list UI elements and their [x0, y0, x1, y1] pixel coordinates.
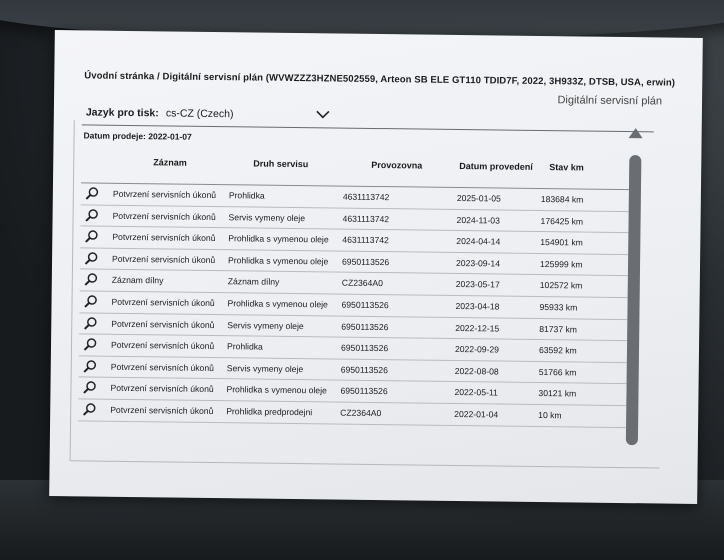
cell-provozovna: 6950113526 [340, 364, 388, 375]
column-header-stav-km[interactable]: Stav km [549, 162, 584, 173]
cell-zaznam: Potvrzení servisních úkonů [111, 296, 215, 309]
cell-datum: 2024-04-14 [456, 236, 501, 247]
language-label: Jazyk pro tisk: [85, 106, 159, 120]
column-header-zaznam[interactable]: Záznam [153, 157, 187, 168]
printed-service-plan [49, 30, 703, 504]
magnifier-icon[interactable] [83, 316, 97, 330]
cell-provozovna: 4631113742 [342, 213, 390, 224]
cell-provozovna: 6950113526 [341, 299, 389, 311]
cell-druh: Prohlidka s vymenou oleje [227, 298, 328, 310]
magnifier-icon[interactable] [82, 381, 96, 395]
cell-druh: Prohlidka predprodejni [226, 406, 313, 418]
cell-datum: 2024-11-03 [456, 214, 500, 226]
cell-provozovna: 4631113742 [342, 191, 390, 203]
cell-provozovna: 4631113742 [342, 234, 389, 246]
magnifier-icon[interactable] [82, 402, 96, 416]
cell-provozovna: CZ2364A0 [341, 277, 383, 289]
column-header-druh-servisu[interactable]: Druh servisu [253, 158, 309, 170]
cell-provozovna: 6950113526 [340, 342, 389, 354]
cell-druh: Prohlidka s vymenou oleje [228, 233, 329, 245]
column-header-datum-provedeni[interactable]: Datum provedení [459, 161, 533, 172]
magnifier-icon[interactable] [85, 186, 99, 200]
cell-druh: Prohlidka [226, 341, 263, 352]
cell-provozovna: 6950113526 [340, 385, 388, 397]
language-select[interactable] [162, 104, 332, 124]
table-header [81, 142, 629, 190]
cell-datum: 2023-09-14 [455, 257, 501, 269]
cell-zaznam: Potvrzení servisních úkonů [111, 318, 215, 330]
scrollbar-track[interactable] [626, 155, 642, 445]
cell-druh: Záznam dílny [227, 276, 280, 288]
cell-km: 102572 km [539, 280, 583, 291]
cell-druh: Prohlidka s vymenou oleje [226, 384, 327, 396]
cell-datum: 2022-05-11 [454, 387, 498, 398]
magnifier-icon[interactable] [83, 338, 97, 352]
cell-km: 154901 km [540, 237, 583, 248]
vertical-scrollbar[interactable] [624, 125, 644, 455]
table-frame-left [70, 120, 75, 460]
cell-km: 81737 km [539, 323, 578, 335]
cell-druh: Prohlidka [228, 190, 265, 201]
service-records-table [78, 142, 629, 427]
cell-km: 176425 km [540, 215, 584, 227]
cell-datum: 2023-04-18 [455, 300, 500, 312]
cell-zaznam: Potvrzení servisních úkonů [110, 361, 215, 373]
cell-druh: Servis vymeny oleje [227, 319, 304, 331]
cell-datum: 2022-08-08 [454, 365, 499, 377]
cell-km: 51766 km [538, 366, 577, 378]
cell-km: 95933 km [539, 301, 578, 313]
cell-zaznam: Záznam dílny [111, 275, 164, 286]
cell-zaznam: Potvrzení servisních úkonů [110, 339, 215, 352]
cell-provozovna: 6950113526 [342, 256, 390, 267]
cell-zaznam: Potvrzení servisních úkonů [112, 253, 216, 265]
cell-provozovna: 6950113526 [341, 321, 389, 332]
cell-provozovna: CZ2364A0 [340, 407, 382, 419]
cell-km: 183684 km [540, 194, 584, 205]
cell-zaznam: Potvrzení servisních úkonů [112, 210, 216, 222]
magnifier-icon[interactable] [83, 294, 97, 308]
scrollbar-thumb[interactable] [626, 155, 642, 445]
cell-datum: 2023-05-17 [455, 279, 500, 290]
cell-datum: 2022-12-15 [455, 322, 500, 334]
sale-date: Datum prodeje: 2022-01-07 [83, 130, 192, 142]
cell-km: 125999 km [539, 258, 583, 270]
breadcrumb[interactable]: Úvodní stránka / Digitální servisní plán (WVWZZZ3HZNE502559, Arteon SB ELE GT110 TDID7F, 2022, 3H933Z, DTSB, USA, erwin) [84, 70, 676, 89]
cell-zaznam: Potvrzení servisních úkonů [110, 383, 214, 395]
magnifier-icon[interactable] [84, 273, 98, 287]
cell-km: 30121 km [538, 388, 577, 399]
cell-datum: 2022-01-04 [454, 408, 499, 420]
cell-zaznam: Potvrzení servisních úkonů [112, 188, 217, 201]
cell-datum: 2022-09-29 [454, 344, 500, 355]
scroll-up-arrow-icon[interactable] [628, 125, 644, 141]
cell-km: 63592 km [538, 345, 577, 356]
cell-druh: Servis vymeny oleje [228, 211, 306, 223]
table-frame-bottom [70, 460, 660, 468]
magnifier-icon[interactable] [83, 359, 97, 373]
cell-zaznam: Potvrzení servisních úkonů [110, 404, 214, 416]
cell-druh: Prohlidka s vymenou oleje [228, 254, 329, 267]
language-selected-value: cs-CZ (Czech) [165, 107, 234, 121]
chevron-down-icon[interactable] [316, 109, 330, 119]
magnifier-icon[interactable] [84, 251, 98, 265]
page-title: Digitální servisní plán [557, 94, 663, 108]
cell-zaznam: Potvrzení servisních úkonů [112, 231, 216, 244]
cell-datum: 2025-01-05 [456, 192, 501, 204]
cell-druh: Servis vymeny oleje [226, 362, 304, 374]
cell-km: 10 km [538, 409, 562, 421]
magnifier-icon[interactable] [85, 208, 99, 222]
column-header-provozovna[interactable]: Provozovna [371, 159, 423, 171]
magnifier-icon[interactable] [84, 230, 98, 244]
